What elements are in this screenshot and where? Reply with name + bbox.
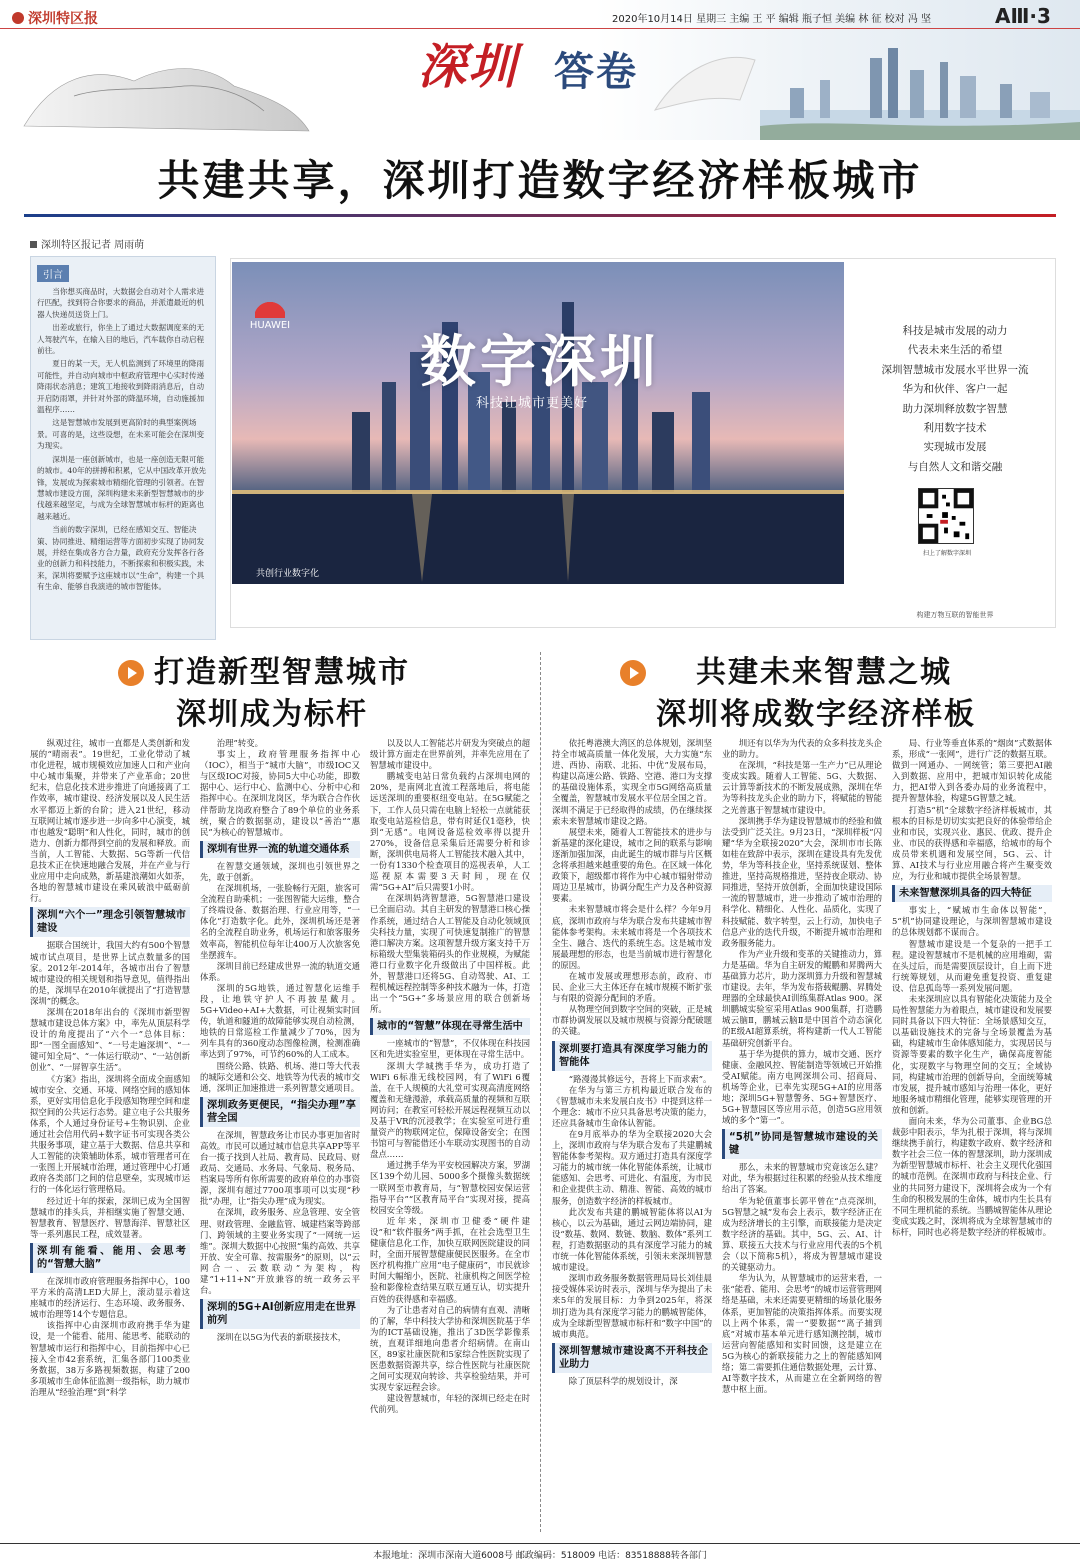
huawei-flower-icon [255,296,285,318]
article-paragraph: 经过近十年的探索，深圳已成为全国智慧城市的排头兵，并相继实施了智慧交通、智慧教育、智慧医疗、智慧海洋、智慧社区等一系列惠民工程，成效显著。 [30,1195,190,1239]
ad-subtitle: 科技让城市更美好 [476,396,589,411]
subheading: 深圳要打造具有深度学习能力的智能体 [552,1041,712,1071]
article-paragraph: 在城市发展或理想形态前，政府、市民、企业三大主体还存在城市规模不断扩张与有限的资源分配间的矛盾。 [552,970,712,1004]
paper-curl-graphic [650,40,760,120]
subheading: 深圳政务更便民，“指尖办理”享营全国 [200,1097,360,1127]
article-paragraph: 未来深圳应以具有智能化决策能力及全局性智慧能力为着眼点，城市建设和发展要同时具备以下四大特征：全场景感知交互，以基础设施技术的完备与全场景覆盖为基础，构建城市生命体感知能力，实现居民与资源等要素的数字化生产，确保高度智能化，实现数字与物理空间的交互；全域协同，构建城市治理的创新导向，全面统筹城市发展，提升城市感知与治理一体化，更好地服务城市精细化管理，能够实现管理的开放和创新。 [892,993,1052,1115]
article-paragraph: 华为轮值董事长郭平曾在“点亮深圳，5G智慧之城”发布会上表示，数字经济正在成为经济增长的主引擎，而联接能力是决定数字经济的基础。其中，5G、云、AI、计算、联接五大技术与行业应用代表的5个机会（以下简称5机），将成为智慧城市建设的关键驱动力。 [722,1195,882,1273]
byline-square-icon [30,241,37,248]
headline-rule [24,214,1056,217]
article-paragraph: 纵观过往，城市一直都是人类创新和发展的“晴雨表”。19世纪，工业化带动了城市化进程，城市规模效应加速人口和产业向中心城市集聚，并带来了产业革命；20世纪末，信息化技术进步推进了向通接离了工作效率，城市建设、经济发展以及人民生活水平都迈上新的台阶；进入21世纪，移动互联网让城市逐步进一步向多中心演变，城市也越发“聪明”和人性化，同时，城市的创造力、创新力都得到空前的发展和释放。而当前，人工智能、大数据、5G等新一代信息技术正在快速地融合发展，并在产业与行业应用中走向成熟，新基建浪潮如火如荼，各地的智慧城市建设在乘风破浪中砥砺前行。 [30,738,190,904]
ad-city-night-photo [232,262,844,584]
section-header-left [118,652,410,736]
article-paragraph: 在华为与第三方机构最近联合发布的《智慧城市未来发展白皮书》中提到这样一个理念：城市不应只具备思考决策的能力，还应具备城市生命体认智能。 [552,1084,712,1128]
intro-tag: 引言 [37,265,69,282]
intro-paragraph: 出差或旅行，你坐上了通过大数据调度来的无人驾驶汽车，在输入目的地后，汽车载你自动启程前往。 [37,323,205,356]
column-brand-answer: 答卷 [554,48,638,95]
article-paragraph: 此次发布共建的鹏城智能体将以AI为核心，以云为基础，通过云网边端协同，建设“数基、数网、数链、数脑、数体”系列工程，打造数据驱动的具有深度学习能力的城市统一体化智能体系统，引领未来深圳智慧城市建设。 [552,1206,712,1273]
page-footer: 本报地址：深圳市深南大道6008号 邮政编码：518009 电话：83518888转各部门 [373,1551,707,1561]
masthead [0,0,1080,140]
section-header-right [620,652,976,736]
intro-paragraph: 这是智慧城市发展到更高阶时的典型案例场景。可喜的是，这些设想，在未来可能会在深圳变为现实。 [37,418,205,451]
article-paragraph: 圳还有以华为为代表的众多科技龙头企业的助力。 [722,738,882,760]
article-column-2 [200,738,360,1540]
issue-meta: 2020年10月14日 星期三 主编 王 平 编辑 瓶子恒 美编 林 征 校对 冯 坚 [612,14,932,25]
subheading: 深圳有世界一流的轨道交通体系 [200,841,360,858]
paper-name: 深圳特区报 [28,11,98,27]
article-paragraph: 近年来，深圳市卫健委“硬件建设”和“软件服务”两手抓，在社会选型卫生健康信息化工作，加快互联网医院建设的同时，全面开展智慧健康便民医服务。在全市医疗机构推广应用“电子健康码”，市民就诊时间大幅缩小，医院、社康机构之间医学检验和影像检查结果互联互通互认，切实提升百姓的获得感和幸福感。 [370,1215,530,1304]
article-paragraph: 智慧城市建设是一个复杂的一把手工程。建设智慧城市不是机械的应用堆砌，需在头过后，而是需要顶层设计，自上而下进行统筹规划，从而避免重复投资、重复建设、信息孤岛等一系列发展问题。 [892,938,1052,993]
article-column-3 [370,738,530,1540]
huawei-logo [248,296,292,331]
article-paragraph: 在深圳妈湾智慧港，5G智慧港口建设已全面启动。其自主研发的智慧港口核心操作系统，通过结合人工智能及自动化领域顶尖科技力量，实现了可快速复制推广的智慧港口解决方案。这项智慧升级方案支持千万标箱级大型集装箱码头的作业规模，为赋能港口行业数字化升级做出了中国样板。此外，智慧港口还将5G、自动驾驶、AI、工程机械远程控制等多种技术融为一体，打造出一个“5G+”多场景应用的联合创新场所。 [370,893,530,1015]
article-paragraph: 鹏城变电站日常负载约占深圳电网的20%，是南网北直流工程落地后，将电能远送深圳的重要枢纽变电站。在5G赋能之下，工作人员只需在电脑上轻松一点就能获取变电站巡检信息，带有时延仅1毫秒，快到“无感”。电网设备巡检效率得以提升270%，设备信息采集后还需要分析和诊断，深圳供电局将人工智能技术融入其中，一份有1330个检查项目的巡视表单，人工巡视原本需要3天时间，现在仅需“5G+AI”后只需要1小时。 [370,771,530,893]
page-number: AⅢ·3 [995,4,1051,28]
ad-slogan-line: 助力深圳释放数字智慧 [902,402,1008,415]
subheading: 深圳“六个一”理念引领智慧城市建设 [30,907,190,937]
article-paragraph: 在深圳，政务服务、应急管理、安全管理、财政管理、金融监管、城建档案等跨部门、跨领域的主要业务实现了“一网统一运维”。深圳大数据中心按照“集约高效、共享开放、安全可靠、按需服务”的原则，以“云网合一、云数联动”为架构，构建“1+11+N”开放兼容的统一政务云平台。 [200,1207,360,1296]
section-play-icon [620,660,646,686]
ad-slogan-line: 实现城市发展 [923,441,987,454]
article-paragraph: “路漫漫其修远兮，吾将上下而求索”。 [568,1073,712,1084]
header-rule [0,28,1080,29]
article-paragraph: 局、行业等垂直体系的“烟囱”式数据体系，形成“一张网”，进行广泛的数据互联。做到一网通办、一网统管；第三要把AI融入到数据、应用中，把城市知识转化成能力，把AI带入到各委办局的业务流程中，提升智慧体验，构建5G智慧之城。 [892,738,1052,804]
article-paragraph: 未来智慧城市将会是什么样？今年9月底，深圳市政府与华为联合发布共建城市智能体参考架构。未来城市将是一个各项技术全生、融合、迭代的系统生态。这是城市发展最理想的形态，也是当前城市进行智慧化的原因。 [552,904,712,970]
article-paragraph: 据联合国统计，我国大约有500个智慧城市试点项目，是世界上试点数量多的国家。2012年-2014年，各城市出台了智慧城市建设的相关规划和指导意见，值得指出的是，深圳早在2010年就提出了“打造智慧深圳”的概念。 [30,940,190,1006]
subheading: 城市的“智慧”体现在寻常生活中 [370,1018,530,1035]
article-paragraph: 在智慧交通领域，深圳也引领世界之先，敢于创新。 [200,860,360,882]
intro-paragraph: 当前的数字深圳，已经在感知交互、智能决策、协同推进、精细运营等方面初步实现了协同发展，并经在集成各方合力量，政府充分发挥各行各业的创新力和科技能力，不断探索和积极实践，未来，深圳将要赋予这座城市以“生命”，构建一个具有生命、能够自我演进的城市智能体。 [37,525,205,592]
article-paragraph: 为了让患者对自己的病情有直观、清晰的了解，华中科技大学协和深圳医院基于华为的ICT基础设施，推出了3D医学影像系统，直观详细地向患者介绍病情。在南山区，89家社康医院和5家综合性医院实现了医患数据资源共享，综合性医院与社康医院之间可实现双向转诊、共享检验结果，并可实现专家远程会诊。 [370,1304,530,1393]
article-paragraph: 打造5“机”全球数字经济样板城市，其根本的目标是切切实实把良好的体验带给企业和市民，实现兴业、惠民、优政、提升企业、市民的获得感和幸福感，给城市的每个成员带来机遇和发展空间，5G、云、计算、AI技术与行业应用融合将产生聚变效应，为行业和城市提供全场景智慧。 [892,804,1052,882]
article-paragraph: 在深圳，智慧政务让市民办事更加省时高效。市民可以通过城市信息共享APP等平台一揽子找到人社局、教育局、民政局、财政局、交通局、水务局、气象局、税务局、档案局等所有你所需要的政府单位的办事资源，深圳有超过7700项事项可以实现“秒批”办理，让“指尖办理”成为现实。 [200,1129,360,1207]
article-paragraph: 华为认为，从智慧城市的运营来看，一张“能看、能用、会思考”的城市运营管理网络是基础，未来还需要更精细的场景化服务体系，更加智能的决策指挥体系。而要实现以上两个体系，需一“要数据”“离子捕到底”对城市基本单元进行感知测控制，城市运营向智能感知和实时回馈，这是建立在5G为核心的新联接能力之上的智能感知网络；第二需要抓住通信数据处理，云计算、AI等数字技术，从而建立在全新网络的智慧中枢上面。 [722,1273,882,1395]
ad-slogan-line: 深圳智慧城市发展水平世界一流 [881,363,1029,376]
article-paragraph: 事实上，“赋城市生命体以智能”，5“机”协同建设理论，与深圳智慧城市建设的总体规划都不谋而合。 [892,905,1052,938]
article-paragraph: 围绕公路、铁路、机场、港口等大代表的城际交通和公交、地铁等为代表的城市交通，深圳正加速推进一系列智慧交通项目。 [200,1060,360,1093]
article-paragraph: 除了顶层科学的规划设计，深 [568,1375,678,1386]
article-paragraph: 在9月底举办的华为全联接2020大会上，深圳市政府与华为联合发布了共建鹏城智能体参考架构。双方通过打造具有深度学习能力的城市统一体化智能体系统，让城市能感知、会思考、可进化、有温度，为市民和企业提供主动、精准、智能、高效的城市服务，创造数字经济的样板城市。 [552,1129,712,1206]
footer-rule [0,1543,1080,1544]
section-title-left-line1: 打造新型智慧城市 [154,655,410,690]
article-paragraph: 深圳的5G地铁，通过智慧化运维手段，让地铁守护人不再披星戴月。5G+Video+AI+大数据，可让视频实时回传，轨道和隧道的故障能够实现自动检测，地铁的日常巡检工作量减少了70%，因为列车具有的360度动态图像检测，检测准确率达到了97%，可节约60%的人工成本。 [200,982,360,1060]
ad-slogan-line: 科技是城市发展的动力 [902,325,1008,337]
subheading: 深圳有能看、能用、会思考的“智慧大脑” [30,1243,190,1273]
article-column-6 [892,738,1052,1540]
subheading: 深圳的5G+AI创新应用走在世界前列 [200,1299,360,1329]
qr-code-icon [918,488,974,544]
ad-footer: 构建万物互联的智能世界 [916,611,994,619]
intro-body [37,286,209,593]
page-headline: 共建共享，深圳打造数字经济样板城市 [157,156,923,205]
article-paragraph: 治理”转变。 [216,738,263,748]
section-title-right [656,652,976,736]
article-paragraph: 作为产业升级和变革的关键推动力，算力是基础。华为自主研发的鲲鹏和昇腾两大基础算力芯片，助力深圳算力升级和智慧城市建设。去年，华为发布搭载鲲鹏、昇腾处理器的全球最快AI训练集群Atlas 900。深圳鹏城实验室采用Atlas 900集群，打造鹏城云脑Ⅱ，鹏城云脑Ⅱ是中国首个动态演化的E级AI超算系统，将构建新一代人工智能基础研究创新平台。 [722,948,882,1048]
article-paragraph: 深圳目前已经建成世界一流的轨道交通体系。 [200,960,360,982]
article-paragraph: 依托粤港澳大湾区的总体规划，深圳坚持全市城高质量一体化发展，大力实施“东进、西协、南联、北拓、中优”发展布局，构建以高速公路、铁路、空港、港口为支撑的基础设施体系，实现全市5G网络高质量全覆盖，智慧城市发展水平位居全国之首。深圳不满足于已经取得的成绩，仍在继续探索未来智慧城市建设之路。 [552,738,712,826]
article-paragraph: 深圳携手华为建设智慧城市的经验和做法受到广泛关注。9月23日，“深圳样板”闪耀“华为全联接2020”大会，深圳市市长陈如桂在致辞中表示，深圳在建设具有先发优势，华为等科技企业，坚持系统谋划、整体推进，坚持高规格推进，坚持夜企联动、协同推进，坚持开放创新，全面加快建设国际一流的智慧城市，进一步推动了城市治理的科学化、精细化、人性化、品质化，实现了科技赋能、数字转型，云上行动，加快电子信息产业的迭代升级，不断提升城市治理和政务服务能力。 [722,815,882,948]
article-paragraph: 该指挥中心由深圳市政府携手华为建设，是一个能看、能用、能思考、能联动的智慧城市运行和指挥中心，目前指挥中心已接入全市42套系统，汇集各部门100类业务数据，38万多路视频数据，构建了200多项城市生命体征监测一级指标，助力城市治理从“经验治理”到“科学 [30,1320,190,1397]
article-paragraph: 在深圳机场，一张脸畅行无阻，旅客可全流程自助乘机；一张图智能大运维，整合了终端设备、数据治理、行业应用等，“一体化”打造数字化。此外，深圳机场还是著名的全流程自助业务，机场运行和旅客服务效率高，智能机位每年让400万人次旅客免坐摆渡车。 [200,883,360,960]
ad-caption: 共创行业数字化 [256,569,320,579]
intro-paragraph: 夏日的某一天，无人机监测到了环境里的降雨可能性，并自动向城市中枢政府管理中心实时传递降雨状态消息；建筑工地接收到降雨消息后，自动开启防雨罩，并针对外部的降温环境，自动施援加温程序…… [37,359,205,415]
article-paragraph: 基于华为提供的算力，城市交通、医疗健康、金融风控、智能制造等领域已开始推受AI赋能。南方电网深圳公司、招商局、机场等企业，已率先实现5G+AI的应用落地；深圳5G+智慧警务、5G+智慧医疗、5G+智慧园区等应用示范，创造5G应用领域的多个“第一”。 [722,1048,882,1126]
bull-sculpture-illustration [14,36,314,136]
column-divider [540,652,541,1532]
ad-slogans [860,322,1050,477]
paper-logo [12,8,98,28]
subheading: “5机”协同是智慧城市建设的关键 [722,1129,882,1159]
article-paragraph: 深圳在以5G为代表的新联接技术， [216,1332,347,1343]
section-title-left-line2: 深圳成为标杆 [176,697,368,732]
article-column-4 [552,738,712,1540]
section-title-right-line1: 共建未来智慧之城 [696,655,952,690]
huawei-wordmark: HUAWEI [249,320,291,331]
reporter-name: 深圳特区报记者 周雨萌 [41,240,145,251]
qr-caption: 扫上了解数字深圳 [922,550,971,557]
section-play-icon [118,660,144,686]
paper-logo-icon [12,12,24,24]
subheading: 未来智慧深圳具备的四大特征 [892,885,1052,902]
ad-slogan-line: 代表未来生活的希望 [907,344,1003,357]
city-skyline-illustration [760,40,1080,140]
intro-paragraph: 深圳是一座创新城市，也是一座创造无限可能的城市。40年的拼搏和积累，它从中国改革开放先锋，发展成为探索城市精细化管理的引领者。在智慧城市建设方面，深圳构建未来新型智慧城市的步伐越来越坚定，与成为全球智慧城市标杆的距离也越来越近。 [37,454,207,521]
subheading: 深圳智慧城市建设离不开科技企业助力 [552,1343,712,1373]
ad-slogan-line: 华为和伙伴、客户一起 [902,383,1008,396]
intro-box [30,256,216,640]
article-paragraph: 一座城市的“智慧”，不仅体现在科技园区和先进实验室里，更体现在寻常生活中。 [370,1038,530,1060]
article-paragraph: 事实上，政府管理服务指挥中心（IOC），相当于“城市大脑”，市级IOC又与区级IOC对接，协同5大中心功能，即数据中心、运行中心、监测中心、分析中心和指挥中心。在深圳龙岗区，华为联合合作伙伴帮助龙岗政府整合了89个单位的业务系统，聚合的数据驱动，建设以“善治”“惠民”为核心的智慧城市。 [200,749,360,837]
article-paragraph: 以及以人工智能芯片研发为突破点的超级计算方面走在世界前列，并率先应用在了智慧城市建设中。 [370,738,530,771]
article-paragraph: 那么，未来的智慧城市究竟该怎么建？对此，华为根据过往积累的经验从技术维度给出了答案。 [722,1162,882,1195]
article-column-5 [722,738,882,1540]
article-paragraph: 通过携手华为平安校园解决方案，罗湖区139个幼儿园、5000多个摄像头数据统一联网至市教育局，与“智慧校园安保运营指导平台”“区教育局平台”实现对接，提高校园安全等级。 [370,1160,530,1215]
article-column-1 [30,738,190,1540]
ad-slogan-line: 与自然人文和谐交融 [907,460,1003,473]
article-paragraph: 建设智慧城市，年轻的深圳已经走在时代前列。 [370,1393,530,1415]
intro-paragraph: 当你想买商品时，大数据会自动对个人需求进行匹配，找到符合你要求的商品，并派遣最近的机器人快递员送货上门。 [37,287,205,319]
section-title-right-line2: 深圳将成数字经济样板 [656,697,976,732]
article-paragraph: 在深圳，“科技是第一生产力”已从理论变成实践。随着人工智能、5G、大数据、云计算等新技术的不断发展成熟，深圳在华为等科技龙头企业的助力下，将赋能的智能之光普惠于智慧城市建设中。 [722,760,882,815]
article-paragraph: 深圳市政务服务数据管理局局长刘佳晨接受媒体采访时表示，深圳与华为提出了未来5年的发展目标：力争到2025年，将深圳打造为具有深度学习能力的鹏城智能体，成为全球新型智慧城市标杆和“数字中国”的城市典范。 [552,1273,712,1339]
article-paragraph: 深圳大学城携手华为，成功打造了WiFi 6标准无线校园网，有了WiFi 6覆盖，在千人规模的大礼堂可实现高清度网络覆盖和无缝漫游，承载高质量的视频和互联网访问；在教室可轻松开展远程视频互动以及基于VR的沉浸教学；在实验室可进行重量资产的物联网定位，保障设备安全；在图书馆可与智能借还小车联动实现图书的自动盘点…… [370,1060,530,1160]
article-paragraph: 《方案》指出，深圳将全面成全面感知城市安全、交通、环境、网络空间的感知体系，更好实用信息化手段感知物理空间和虚拟空间的公共运行态势。建立电子公共服务体系，个人通过身份证号+生物识别、企业通过社会信用代码+数字证书可实现各类公共服务事项，建立基于大数据、信息共享和人工智能的决策辅助体系，城市管理者可在一张图上开展城市治理，通过管理中心打通政府各类部门之间的信息壁垒，实现城市运行的一体化运行管理格局。 [30,1073,190,1195]
column-brand-shenzhen: 深圳 [418,39,519,95]
article-paragraph: 从物理空间到数字空间的突破，正是城市群协调发展以及城市规模与资源分配破题的关键。 [552,1004,712,1037]
ad-slogan-line: 利用数字技术 [923,422,987,435]
article-paragraph: 展望未来，随着人工智能技术的进步与新基建的深化建设，城市之间的联系与影响逐渐加强加深，由此诞生的城市群与片区概念将承担越来越重要的角色。在区域一体化政策下，超级都市将作为中心城市辐射带动周边卫星城市，协调分配生产力及各种资源要素。 [552,826,712,904]
section-title-left [154,652,410,736]
article-paragraph: 面向未来，华为公司董事、企业BG总裁彭中阳表示，华为扎根于深圳，将与深圳继续携手前行，构建数字政府、数字经济和数字社会三位一体的智慧深圳，助力深圳成为新型智慧城市标杆、社会主义现代化强国的城市范例。在深圳市政府与科技企业、行业的共同努力建设下，深圳将会成为一个有生命的积极发展的生命体，城市内生长具有不同生理机能的系统。当鹏城智能体从理论变成实践之时，深圳将成为全球智慧城市的标杆，同时也必将是数字经济的样板城市。 [892,1116,1052,1237]
reporter-byline [30,236,144,251]
ad-skyline-drawing [232,262,844,584]
ad-title: 数字深圳 [420,329,660,395]
article-paragraph: 深圳在2018年出台的《深圳市新型智慧城市建设总体方案》中，率先从顶层科学设计的角度提出了“六个一”总体目标：即“一图全面感知”、“一号走遍深圳”、“一键可知全局”、“一体运行联动”、“一站创新创业”、“一屏智享生活”。 [30,1006,190,1073]
article-paragraph: 在深圳市政府管理服务指挥中心，100平方米的高清LED大屏上，滚动显示着这座城市的经济运行、生态环境、政务服务、城市治理等14个专题信息。 [30,1275,190,1320]
